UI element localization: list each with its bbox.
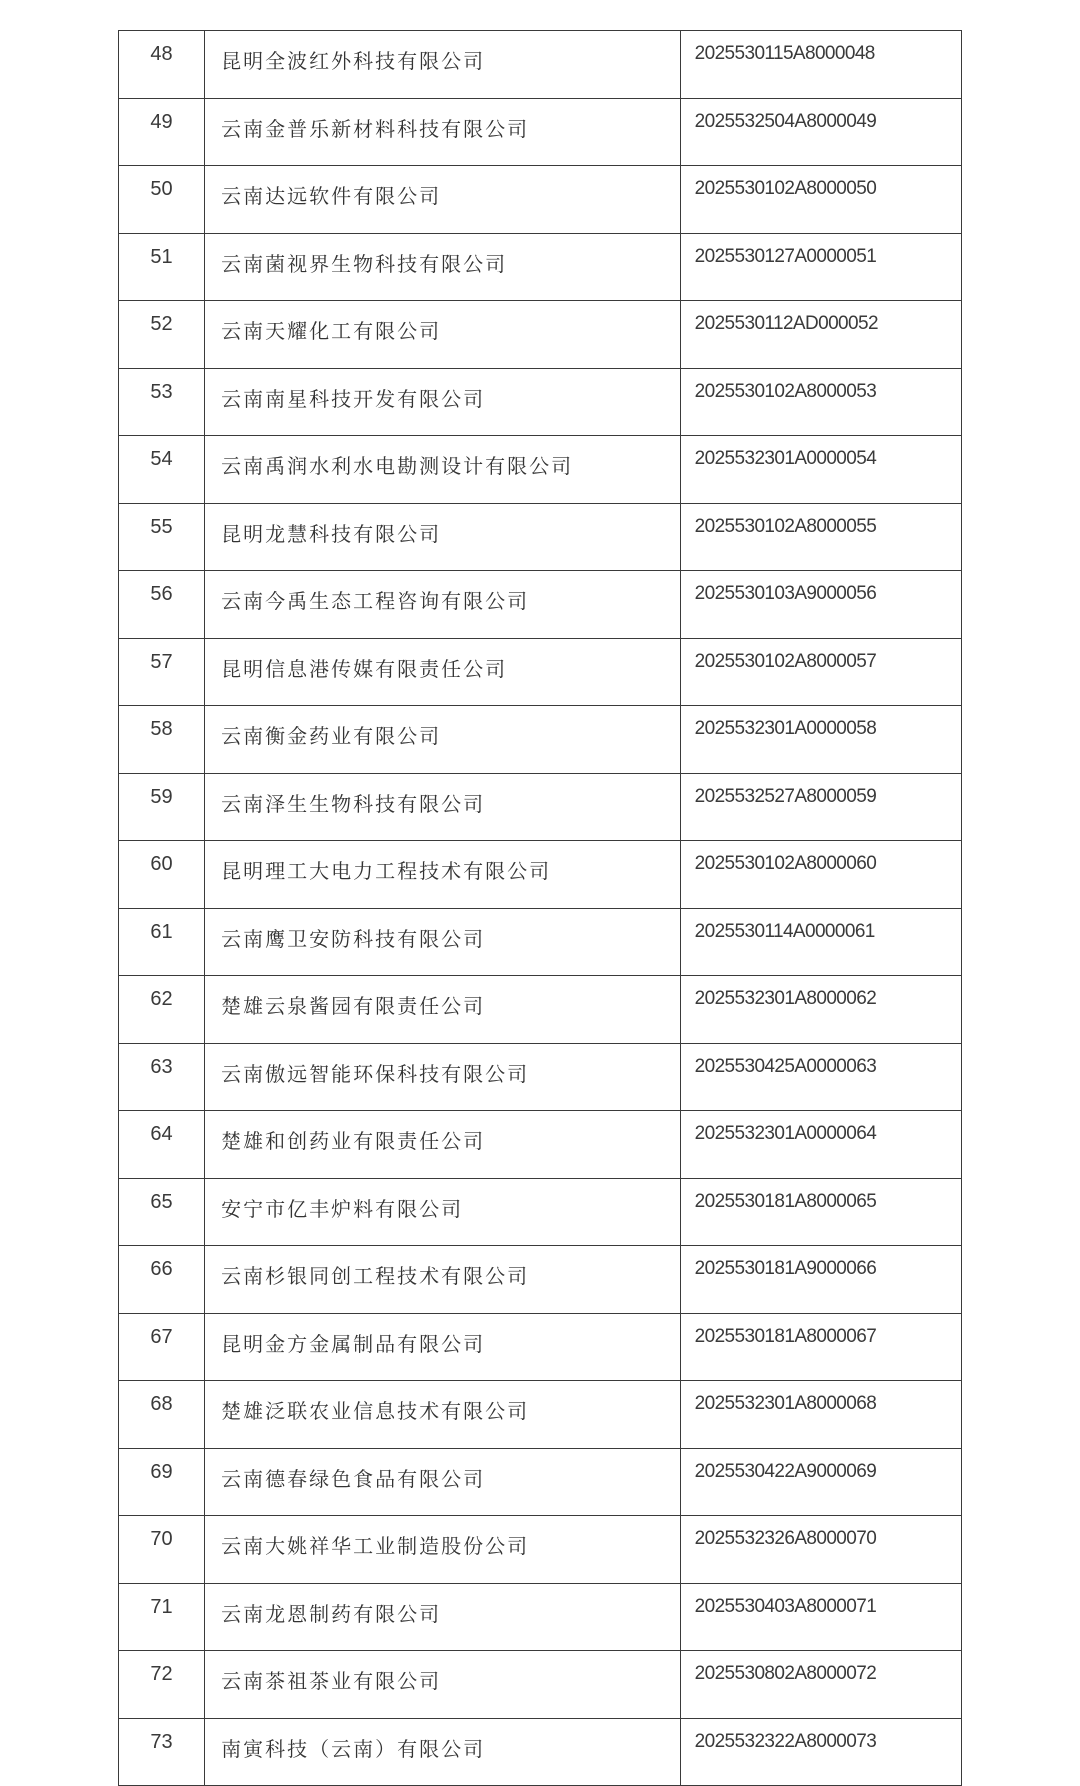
row-number: 51: [119, 233, 205, 301]
table-row: [119, 166, 962, 234]
row-number: 63: [119, 1043, 205, 1111]
registration-code: 2025530114A0000061: [680, 908, 961, 976]
company-name: 云南金普乐新材料科技有限公司: [205, 98, 681, 166]
registration-code: 2025530802A8000072: [680, 1651, 961, 1719]
table-row: [119, 706, 962, 774]
row-number: 60: [119, 841, 205, 909]
table-row: [119, 1448, 962, 1516]
company-name: 昆明龙慧科技有限公司: [205, 503, 681, 571]
company-name: 云南德春绿色食品有限公司: [205, 1448, 681, 1516]
registration-code: 2025532527A8000059: [680, 773, 961, 841]
company-name: 安宁市亿丰炉料有限公司: [205, 1178, 681, 1246]
registration-code: 2025530181A8000065: [680, 1178, 961, 1246]
row-number: 65: [119, 1178, 205, 1246]
table-row: [119, 503, 962, 571]
table-row: [119, 1313, 962, 1381]
registration-code: 2025532504A8000049: [680, 98, 961, 166]
company-name: 南寅科技（云南）有限公司: [205, 1718, 681, 1786]
row-number: 71: [119, 1583, 205, 1651]
registration-code: 2025530181A9000066: [680, 1246, 961, 1314]
registration-code: 2025532301A8000068: [680, 1381, 961, 1449]
company-name: 云南茶祖茶业有限公司: [205, 1651, 681, 1719]
row-number: 64: [119, 1111, 205, 1179]
table-row: [119, 1246, 962, 1314]
table-row: [119, 301, 962, 369]
registration-code: 2025532322A8000073: [680, 1718, 961, 1786]
company-name: 云南达远软件有限公司: [205, 166, 681, 234]
registration-code: 2025530103A9000056: [680, 571, 961, 639]
company-name: 昆明金方金属制品有限公司: [205, 1313, 681, 1381]
registration-code: 2025530127A0000051: [680, 233, 961, 301]
row-number: 68: [119, 1381, 205, 1449]
table-body: [119, 31, 962, 1786]
table-row: [119, 976, 962, 1044]
row-number: 62: [119, 976, 205, 1044]
table-row: [119, 1381, 962, 1449]
company-name: 云南杉银同创工程技术有限公司: [205, 1246, 681, 1314]
company-name: 楚雄云泉酱园有限责任公司: [205, 976, 681, 1044]
company-name: 云南龙恩制药有限公司: [205, 1583, 681, 1651]
table-row: [119, 233, 962, 301]
registration-code: 2025530102A8000057: [680, 638, 961, 706]
company-name: 昆明信息港传媒有限责任公司: [205, 638, 681, 706]
registration-code: 2025530102A8000050: [680, 166, 961, 234]
row-number: 72: [119, 1651, 205, 1719]
registration-code: 2025532301A0000064: [680, 1111, 961, 1179]
registration-code: 2025530422A9000069: [680, 1448, 961, 1516]
registration-code: 2025530102A8000055: [680, 503, 961, 571]
row-number: 57: [119, 638, 205, 706]
table-row: [119, 1583, 962, 1651]
company-name: 云南鹰卫安防科技有限公司: [205, 908, 681, 976]
registration-code: 2025530403A8000071: [680, 1583, 961, 1651]
table-row: [119, 1718, 962, 1786]
company-name: 云南衡金药业有限公司: [205, 706, 681, 774]
company-name: 云南天耀化工有限公司: [205, 301, 681, 369]
row-number: 61: [119, 908, 205, 976]
row-number: 54: [119, 436, 205, 504]
registration-code: 2025532326A8000070: [680, 1516, 961, 1584]
registration-code: 2025530115A8000048: [680, 31, 961, 99]
table-row: [119, 908, 962, 976]
row-number: 73: [119, 1718, 205, 1786]
registration-code: 2025532301A0000054: [680, 436, 961, 504]
company-name: 云南菌视界生物科技有限公司: [205, 233, 681, 301]
table-row: [119, 773, 962, 841]
row-number: 55: [119, 503, 205, 571]
table-row: [119, 1111, 962, 1179]
row-number: 58: [119, 706, 205, 774]
registration-code: 2025530425A0000063: [680, 1043, 961, 1111]
table-row: [119, 841, 962, 909]
table-row: [119, 571, 962, 639]
row-number: 49: [119, 98, 205, 166]
table-row: [119, 31, 962, 99]
row-number: 67: [119, 1313, 205, 1381]
table-row: [119, 436, 962, 504]
row-number: 52: [119, 301, 205, 369]
company-name: 昆明理工大电力工程技术有限公司: [205, 841, 681, 909]
row-number: 56: [119, 571, 205, 639]
table-row: [119, 1178, 962, 1246]
row-number: 69: [119, 1448, 205, 1516]
table-row: [119, 1043, 962, 1111]
company-name: 云南大姚祥华工业制造股份公司: [205, 1516, 681, 1584]
row-number: 53: [119, 368, 205, 436]
company-name: 云南禹润水利水电勘测设计有限公司: [205, 436, 681, 504]
company-name: 昆明全波红外科技有限公司: [205, 31, 681, 99]
company-name: 云南南星科技开发有限公司: [205, 368, 681, 436]
company-name: 云南傲远智能环保科技有限公司: [205, 1043, 681, 1111]
row-number: 48: [119, 31, 205, 99]
registration-code: 2025530102A8000053: [680, 368, 961, 436]
table-row: [119, 98, 962, 166]
table-row: [119, 1651, 962, 1719]
table-row: [119, 368, 962, 436]
registration-code: 2025530102A8000060: [680, 841, 961, 909]
registration-code: 2025532301A8000062: [680, 976, 961, 1044]
company-registration-table: [118, 30, 962, 1786]
registration-code: 2025530112AD000052: [680, 301, 961, 369]
row-number: 59: [119, 773, 205, 841]
company-name: 云南今禹生态工程咨询有限公司: [205, 571, 681, 639]
row-number: 66: [119, 1246, 205, 1314]
table-row: [119, 638, 962, 706]
row-number: 50: [119, 166, 205, 234]
registration-code: 2025532301A0000058: [680, 706, 961, 774]
row-number: 70: [119, 1516, 205, 1584]
company-name: 楚雄泛联农业信息技术有限公司: [205, 1381, 681, 1449]
registration-code: 2025530181A8000067: [680, 1313, 961, 1381]
company-name: 云南泽生生物科技有限公司: [205, 773, 681, 841]
company-name: 楚雄和创药业有限责任公司: [205, 1111, 681, 1179]
table-row: [119, 1516, 962, 1584]
